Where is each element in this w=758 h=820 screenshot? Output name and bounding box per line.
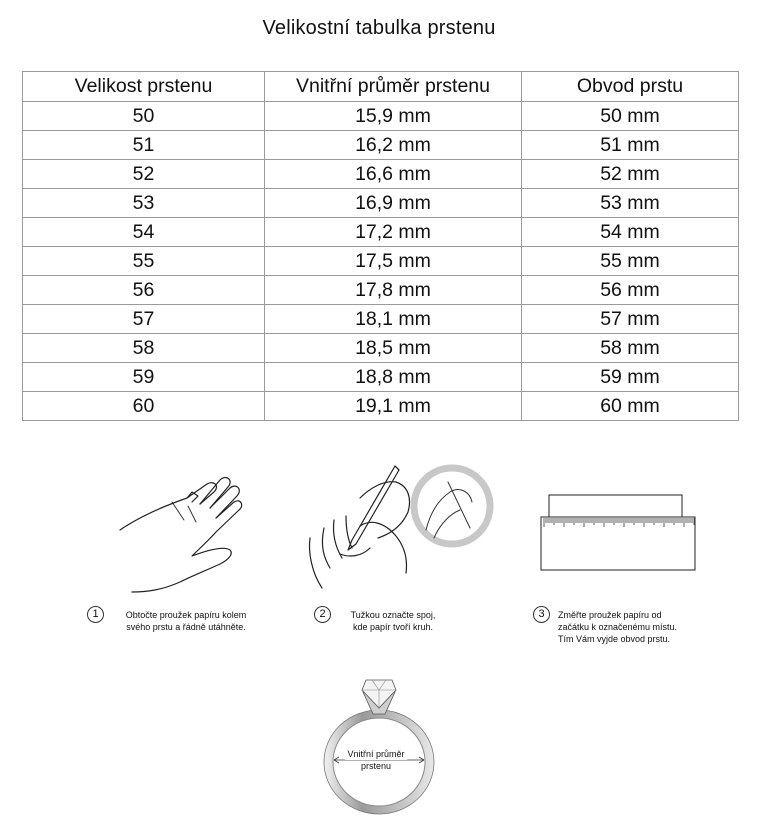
circumference-cell: 59 mm [522,363,739,392]
step-2-line2: kde papír tvoří kruh. [352,622,434,632]
column-header: Obvod prstu [522,72,739,102]
size-cell: 56 [23,276,265,305]
step-3-line1: Změřte proužek papíru od [558,610,662,620]
circumference-cell: 50 mm [522,102,739,131]
step-1-line1: Obtočte proužek papíru kolem [125,610,247,620]
table-row [23,218,739,247]
size-cell: 55 [23,247,265,276]
circumference-cell: 54 mm [522,218,739,247]
table-header-row [23,72,739,102]
inner-diameter-cell: 18,8 mm [265,363,522,392]
step-3-text [558,609,698,645]
circumference-cell: 57 mm [522,305,739,334]
step-1-line2: svého prstu a řádně utáhněte. [126,622,246,632]
inner-diameter-cell: 18,5 mm [265,334,522,363]
ring-label-line1: Vnitřní průměr [347,749,405,759]
size-cell: 53 [23,189,265,218]
size-cell: 59 [23,363,265,392]
circumference-cell: 51 mm [522,131,739,160]
step-3-number: 3 [533,606,550,623]
inner-diameter-cell: 17,8 mm [265,276,522,305]
page-title: Velikostní tabulka prstenu [262,17,496,39]
table-row [23,102,739,131]
table-row [23,189,739,218]
inner-diameter-cell: 16,9 mm [265,189,522,218]
step-2-line1: Tužkou označte spoj, [350,610,436,620]
circumference-cell: 58 mm [522,334,739,363]
column-header: Vnitřní průměr prstenu [265,72,522,102]
size-cell: 57 [23,305,265,334]
step-2-text [343,609,443,633]
inner-diameter-cell: 17,5 mm [265,247,522,276]
step-3-line3: Tím Vám vyjde obvod prstu. [558,634,671,644]
table-row [23,334,739,363]
pencil-mark-illustration [300,458,500,603]
inner-diameter-cell: 16,2 mm [265,131,522,160]
size-cell: 60 [23,392,265,421]
circumference-cell: 56 mm [522,276,739,305]
table-row [23,363,739,392]
size-cell: 51 [23,131,265,160]
circumference-cell: 55 mm [522,247,739,276]
ring-illustration [314,668,444,820]
step-1-text [116,609,256,633]
inner-diameter-cell: 17,2 mm [265,218,522,247]
size-cell: 58 [23,334,265,363]
size-cell: 50 [23,102,265,131]
inner-diameter-cell: 18,1 mm [265,305,522,334]
inner-diameter-cell: 15,9 mm [265,102,522,131]
circumference-cell: 53 mm [522,189,739,218]
size-cell: 52 [23,160,265,189]
table-row [23,160,739,189]
circumference-cell: 60 mm [522,392,739,421]
column-header: Velikost prstenu [23,72,265,102]
step-2-number: 2 [314,606,331,623]
ring-label-line2: prstenu [360,761,392,771]
ruler-illustration [540,494,696,574]
ring-size-table [22,71,739,421]
ring-diameter-label [333,748,419,772]
table-row [23,247,739,276]
table-row [23,305,739,334]
hand-wrap-illustration [112,470,252,600]
inner-diameter-cell: 19,1 mm [265,392,522,421]
size-cell: 54 [23,218,265,247]
inner-diameter-cell: 16,6 mm [265,160,522,189]
table-row [23,276,739,305]
table-row [23,392,739,421]
step-1-number: 1 [87,606,104,623]
circumference-cell: 52 mm [522,160,739,189]
table-row [23,131,739,160]
step-3-line2: začátku k označenému místu. [558,622,678,632]
